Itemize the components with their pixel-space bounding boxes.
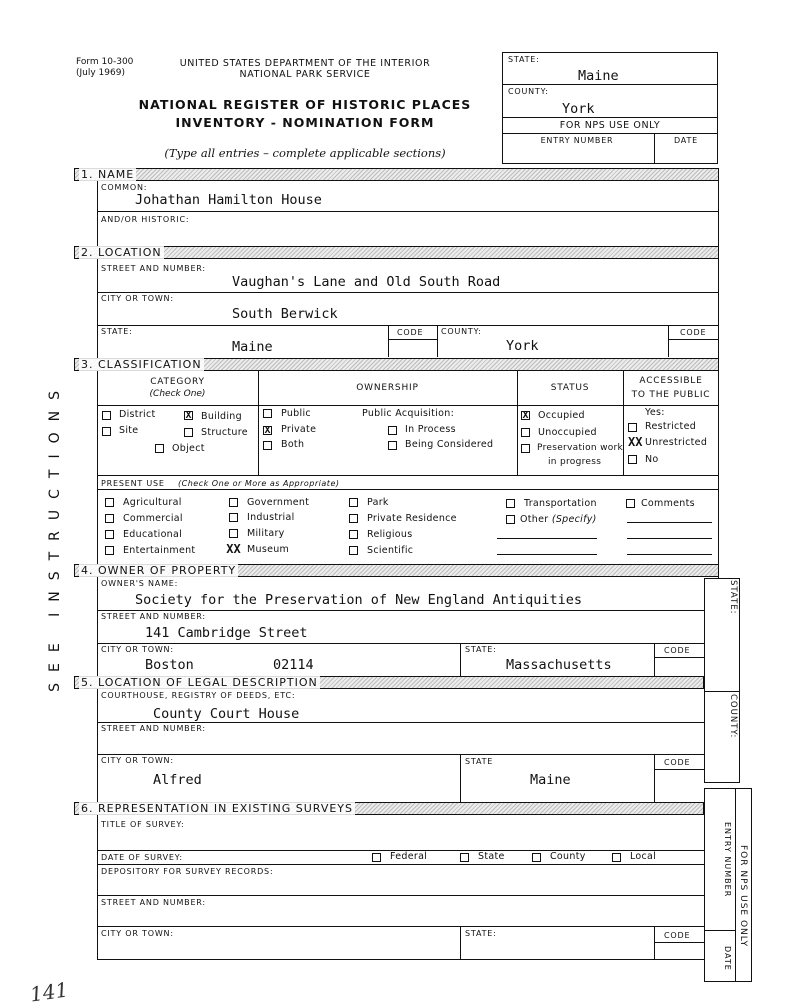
depository-code-label: CODE xyxy=(664,931,691,940)
no-label: No xyxy=(645,454,659,465)
unoccupied-checkbox[interactable] xyxy=(521,428,530,437)
owner-value: Society for the Preservation of New England Antiquities xyxy=(135,592,583,608)
form-id: Form 10-300 (July 1969) xyxy=(76,57,134,78)
legal-street-label: STREET AND NUMBER: xyxy=(101,724,206,733)
location-county-label: COUNTY: xyxy=(441,327,482,336)
agricultural-label: Agricultural xyxy=(123,497,182,508)
unrestricted-checkbox[interactable]: XX xyxy=(628,435,643,449)
being-considered-checkbox[interactable] xyxy=(388,441,397,450)
legal-city-value: Alfred xyxy=(153,772,202,788)
government-label: Government xyxy=(247,497,310,508)
religious-checkbox[interactable] xyxy=(349,530,358,539)
site-checkbox[interactable] xyxy=(102,427,111,436)
park-label: Park xyxy=(367,497,389,508)
owner-code-label: CODE xyxy=(664,646,691,655)
object-label: Object xyxy=(172,443,205,454)
street-value: Vaughan's Lane and Old South Road xyxy=(232,274,501,290)
topbox-state-label: STATE: xyxy=(508,55,540,64)
location-code-label-2: CODE xyxy=(680,328,707,337)
accessible-header: ACCESSIBLE xyxy=(639,376,703,386)
owner-city-label: CITY OR TOWN: xyxy=(101,645,174,654)
section-2-heading: 2. LOCATION xyxy=(74,246,719,259)
ownership-header: OWNERSHIP xyxy=(356,383,419,393)
survey-title-label: TITLE OF SURVEY: xyxy=(101,820,185,829)
side-state-label: STATE: xyxy=(728,580,738,615)
private-residence-label: Private Residence xyxy=(367,513,457,524)
transportation-checkbox[interactable] xyxy=(506,499,515,508)
form-instructions: (Type all entries – complete applicable sections) xyxy=(164,146,446,160)
location-state-label: STATE: xyxy=(101,327,133,336)
military-label: Military xyxy=(247,528,285,539)
section-5-heading: 5. LOCATION OF LEGAL DESCRIPTION xyxy=(74,676,704,689)
private-residence-checkbox[interactable] xyxy=(349,514,358,523)
handwritten-page-number: 141 xyxy=(28,977,70,1007)
structure-label: Structure xyxy=(201,427,248,438)
object-checkbox[interactable] xyxy=(155,444,164,453)
legal-code-label: CODE xyxy=(664,758,691,767)
common-name-value: Johathan Hamilton House xyxy=(135,192,322,208)
district-checkbox[interactable] xyxy=(102,411,111,420)
religious-label: Religious xyxy=(367,529,413,540)
see-instructions: SEE INSTRUCTIONS xyxy=(47,380,63,692)
comments-label: Comments xyxy=(641,498,695,509)
historic-label: AND/OR HISTORIC: xyxy=(101,215,190,224)
public-acquisition-label: Public Acquisition: xyxy=(362,408,455,419)
industrial-label: Industrial xyxy=(247,512,295,523)
other-specify: (Specify) xyxy=(551,514,597,525)
section-6-heading: 6. REPRESENTATION IN EXISTING SURVEYS xyxy=(74,802,704,815)
structure-checkbox[interactable] xyxy=(184,428,193,437)
city-label: CITY OR TOWN: xyxy=(101,294,174,303)
commercial-checkbox[interactable] xyxy=(105,514,114,523)
local-label: Local xyxy=(630,851,657,862)
side-date-label: DATE xyxy=(723,946,732,971)
owner-street-value: 141 Cambridge Street xyxy=(145,625,308,641)
courthouse-label: COURTHOUSE, REGISTRY OF DEEDS, ETC: xyxy=(101,691,296,700)
common-label: COMMON: xyxy=(101,183,148,192)
present-use-label: PRESENT USE xyxy=(101,479,165,488)
educational-checkbox[interactable] xyxy=(105,530,114,539)
entry-number-label: ENTRY NUMBER xyxy=(540,136,614,145)
federal-label: Federal xyxy=(390,851,428,862)
owner-state-label: STATE: xyxy=(465,645,497,654)
preservation-label: Preservation work xyxy=(537,443,624,453)
present-use-sub: (Check One or More as Appropriate) xyxy=(178,479,340,488)
government-checkbox[interactable] xyxy=(229,498,238,507)
survey-date-label: DATE OF SURVEY: xyxy=(101,853,183,862)
side-entry-label: ENTRY NUMBER xyxy=(723,822,732,898)
preservation-checkbox[interactable] xyxy=(521,444,530,453)
military-checkbox[interactable] xyxy=(229,529,238,538)
owner-label: OWNER'S NAME: xyxy=(101,579,179,588)
legal-state-label: STATE xyxy=(465,757,494,766)
owner-zip-value: 02114 xyxy=(273,657,314,673)
building-label: Building xyxy=(201,411,242,422)
public-label: Public xyxy=(281,408,311,419)
preservation-label-2: in progress xyxy=(548,457,602,467)
in-process-checkbox[interactable] xyxy=(388,426,397,435)
other-checkbox[interactable] xyxy=(506,515,515,524)
no-checkbox[interactable] xyxy=(628,455,637,464)
park-checkbox[interactable] xyxy=(349,498,358,507)
local-checkbox[interactable] xyxy=(612,853,621,862)
educational-label: Educational xyxy=(123,529,183,540)
county-checkbox[interactable] xyxy=(532,853,541,862)
museum-checkbox[interactable]: XX xyxy=(226,542,241,556)
nps-use-label: FOR NPS USE ONLY xyxy=(559,120,661,131)
topbox-county-value: York xyxy=(562,101,595,117)
agency-name: UNITED STATES DEPARTMENT OF THE INTERIOR NATIONAL PARK SERVICE xyxy=(179,58,431,80)
depository-street-label: STREET AND NUMBER: xyxy=(101,898,206,907)
location-code-label: CODE xyxy=(397,328,424,337)
form-title: NATIONAL REGISTER OF HISTORIC PLACES INVENTORY - NOMINATION FORM xyxy=(138,97,472,130)
entertainment-checkbox[interactable] xyxy=(105,546,114,555)
in-process-label: In Process xyxy=(405,424,456,435)
county-label: County xyxy=(550,851,586,862)
occupied-label: Occupied xyxy=(538,410,585,421)
comments-checkbox[interactable] xyxy=(626,499,635,508)
topbox-county-label: COUNTY: xyxy=(508,87,549,96)
scientific-checkbox[interactable] xyxy=(349,546,358,555)
both-label: Both xyxy=(281,439,305,450)
being-considered-label: Being Considered xyxy=(405,439,494,450)
district-label: District xyxy=(119,409,156,420)
date-label: DATE xyxy=(673,136,698,145)
transportation-label: Transportation xyxy=(524,498,597,509)
accessible-header-2: TO THE PUBLIC xyxy=(631,390,711,400)
courthouse-value: County Court House xyxy=(153,706,300,722)
industrial-checkbox[interactable] xyxy=(229,513,238,522)
occupied-checkbox[interactable]: X xyxy=(522,410,529,421)
yes-label: Yes: xyxy=(645,407,665,418)
section-3-heading: 3. CLASSIFICATION xyxy=(74,358,719,371)
other-label: Other (Specify) xyxy=(520,514,597,525)
legal-state-value: Maine xyxy=(530,772,571,788)
owner-street-label: STREET AND NUMBER: xyxy=(101,612,206,621)
agricultural-checkbox[interactable] xyxy=(105,498,114,507)
commercial-label: Commercial xyxy=(123,513,183,524)
entertainment-label: Entertainment xyxy=(123,545,196,556)
depository-city-label: CITY OR TOWN: xyxy=(101,929,174,938)
depository-label: DEPOSITORY FOR SURVEY RECORDS: xyxy=(101,867,274,876)
side-county-label: COUNTY: xyxy=(728,694,738,739)
state-label: State xyxy=(478,851,505,862)
federal-checkbox[interactable] xyxy=(372,853,381,862)
site-label: Site xyxy=(119,425,139,436)
owner-city-value: Boston xyxy=(145,657,194,673)
status-header: STATUS xyxy=(550,383,590,393)
depository-state-label: STATE: xyxy=(465,929,497,938)
section-4-heading: 4. OWNER OF PROPERTY xyxy=(74,564,719,577)
topbox-state-value: Maine xyxy=(578,68,619,84)
category-header: CATEGORY xyxy=(150,377,205,387)
building-checkbox[interactable]: X xyxy=(185,410,192,421)
private-label: Private xyxy=(281,424,317,435)
state-checkbox[interactable] xyxy=(460,853,469,862)
section-1-heading: 1. NAME xyxy=(74,168,719,181)
private-checkbox[interactable]: X xyxy=(264,425,271,436)
restricted-label: Restricted xyxy=(645,421,697,432)
location-state-value: Maine xyxy=(232,339,273,355)
category-sub: (Check One) xyxy=(149,389,206,399)
scientific-label: Scientific xyxy=(367,545,414,556)
owner-state-value: Massachusetts xyxy=(506,657,612,673)
legal-city-label: CITY OR TOWN: xyxy=(101,756,174,765)
unrestricted-label: Unrestricted xyxy=(645,437,708,448)
unoccupied-label: Unoccupied xyxy=(538,427,597,438)
both-checkbox[interactable] xyxy=(263,441,272,450)
street-label: STREET AND NUMBER: xyxy=(101,264,206,273)
public-checkbox[interactable] xyxy=(263,409,272,418)
city-value: South Berwick xyxy=(232,306,338,322)
location-county-value: York xyxy=(506,338,539,354)
museum-label: Museum xyxy=(247,544,290,555)
side-nps-label: FOR NPS USE ONLY xyxy=(738,845,748,948)
restricted-checkbox[interactable] xyxy=(628,423,637,432)
